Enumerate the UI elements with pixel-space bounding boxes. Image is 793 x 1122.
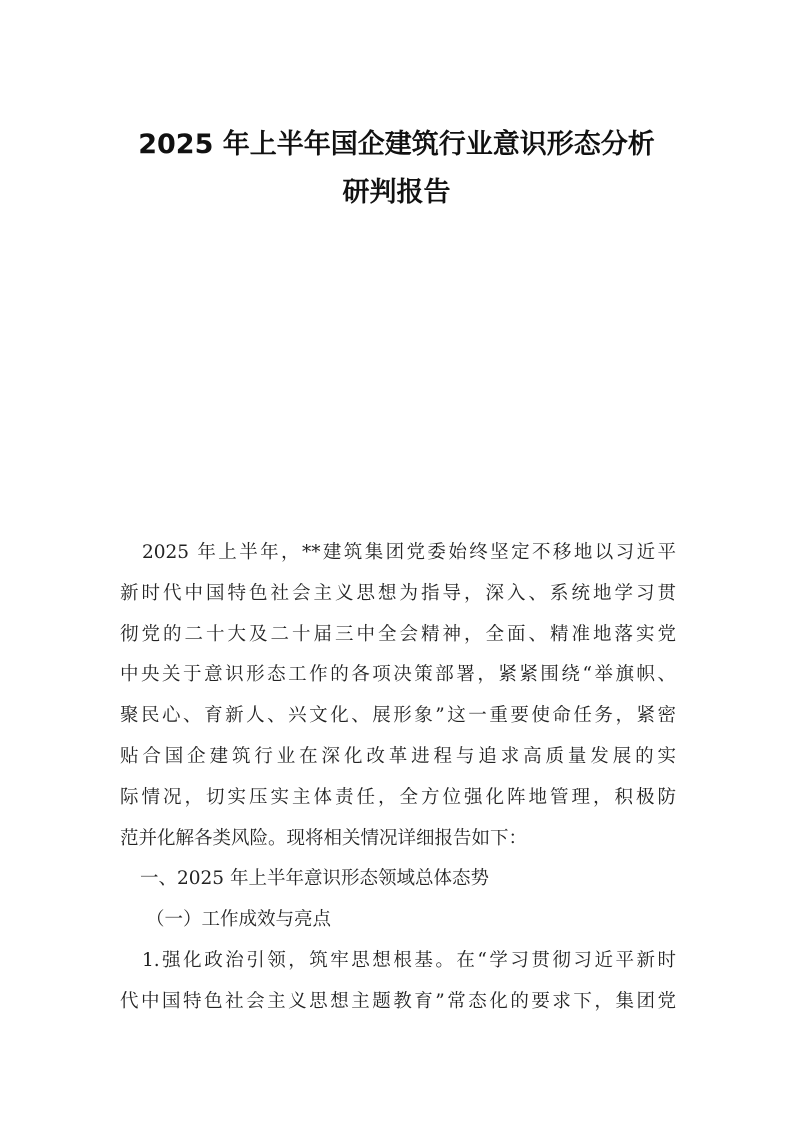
- paragraph-line: 新时代中国特色社会主义思想为指导，深入、系统地学习贯: [120, 582, 676, 604]
- section-heading: 一、2025 年上半年意识形态领域总体态势: [140, 868, 489, 890]
- document-title-line-1: 2025 年上半年国企建筑行业意识形态分析: [138, 129, 655, 160]
- paragraph-line: 际情况，切实压实主体责任，全方位强化阵地管理，积极防: [120, 786, 676, 808]
- paragraph-line: 范并化解各类风险。现将相关情况详细报告如下：: [120, 827, 528, 849]
- subsection-heading: （一）工作成效与亮点: [146, 909, 332, 931]
- paragraph-line: 贴合国企建筑行业在深化改革进程与追求高质量发展的实: [120, 745, 676, 767]
- paragraph-line: 中央关于意识形态工作的各项决策部署，紧紧围绕“举旗帜、: [120, 664, 676, 686]
- paragraph-line: 1.强化政治引领，筑牢思想根基。在“学习贯彻习近平新时: [142, 949, 676, 971]
- document-title-line-2: 研判报告: [342, 177, 451, 208]
- paragraph-line: 2025 年上半年，**建筑集团党委始终坚定不移地以习近平: [142, 542, 676, 563]
- document-body: [120, 533, 676, 1023]
- paragraph-line: 代中国特色社会主义思想主题教育”常态化的要求下，集团党: [120, 990, 676, 1012]
- paragraph-line: 彻党的二十大及二十届三中全会精神，全面、精准地落实党: [120, 623, 676, 645]
- paragraph-line: 聚民心、育新人、兴文化、展形象”这一重要使命任务，紧密: [120, 705, 676, 727]
